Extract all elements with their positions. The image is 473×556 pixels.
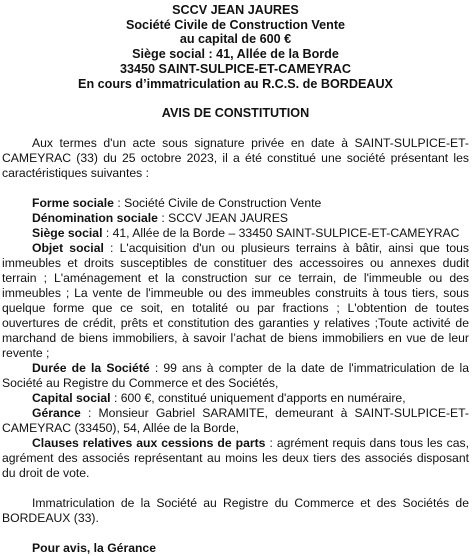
company-registration: En cours d’immatriculation au R.C.S. de BORDEAUX [78, 76, 393, 91]
field-label: Forme sociale [32, 196, 114, 211]
company-header [2, 3, 469, 91]
field-capital [2, 391, 469, 406]
field-value: : agrément requis dans tous les cas, agrément des associés représentant au moins les deux tiers des associés disposant du droit de vote. [2, 436, 469, 481]
field-label: Siège social [32, 226, 103, 241]
intro-paragraph: Aux termes d'un acte sous signature privée en date à SAINT-SULPICE-ET-CAMEYRAC (33) du 25 octobre 2023, il a été constitué une société présentant les caractéristiques suivantes : [2, 136, 469, 181]
notice-title: AVIS DE CONSTITUTION [161, 106, 310, 121]
field-denomination [2, 211, 469, 226]
immatriculation-paragraph: Immatriculation de la Société au Registre du Commerce et des Sociétés de BORDEAUX (33). [2, 496, 469, 526]
field-forme [2, 196, 469, 211]
company-capital: au capital de 600 € [179, 32, 292, 47]
field-label: Durée de la Société [32, 361, 150, 376]
field-gerance [2, 406, 469, 436]
field-siege [2, 226, 469, 241]
field-value: : SCCV JEAN JAURES [157, 211, 288, 226]
field-value: : L'acquisition d'un ou plusieurs terrains à bâtir, ainsi que tous immeubles et droits susceptibles de constituer des accessoires ou annexes dudit terrain ; L'aménagement et la construction sur ce terrain, de l'immeuble ou des immeubles ; La vente de l'immeuble ou des immeubles construits à tous tiers, sous quelque forme que ce soit, en totalité ou par fractions ; L'obtention de toutes ouvertures de crédit, prêts et constitution des garanties y relatives ;Toute activité de marchand de biens immobiliers, à savoir l’achat de biens immobiliers en vue de leur revente ; [2, 241, 470, 361]
field-value: : 99 ans à compter de la date de l'immatriculation de la Société au Registre du Commerce et des Sociétés, [2, 361, 469, 391]
company-name: SCCV JEAN JAURES [172, 3, 299, 17]
signature: Pour avis, la Gérance [32, 541, 156, 556]
field-clauses [2, 436, 469, 481]
field-duree [2, 361, 469, 391]
field-label: Gérance [32, 406, 81, 421]
field-label: Clauses relatives aux cessions de parts [32, 436, 266, 451]
field-value: : Société Civile de Construction Vente [113, 196, 322, 211]
field-objet [2, 241, 469, 361]
company-city: 33450 SAINT-SULPICE-ET-CAMEYRAC [120, 61, 351, 76]
field-label: Objet social [32, 241, 104, 256]
field-label: Capital social [32, 391, 111, 406]
company-form: Société Civile de Construction Vente [125, 17, 346, 32]
company-address: Siège social : 41, Allée de la Borde [132, 47, 339, 62]
field-value: : 41, Allée de la Borde – 33450 SAINT-SULPICE-ET-CAMEYRAC [102, 226, 460, 241]
field-label: Dénomination sociale [32, 211, 158, 226]
field-value: : Monsieur Gabriel SARAMITE, demeurant à SAINT-SULPICE-ET-CAMEYRAC (33450), 54, Allée de la Borde, [2, 406, 469, 436]
field-value: : 600 €, constitué uniquement d'apports en numéraire, [110, 391, 406, 406]
